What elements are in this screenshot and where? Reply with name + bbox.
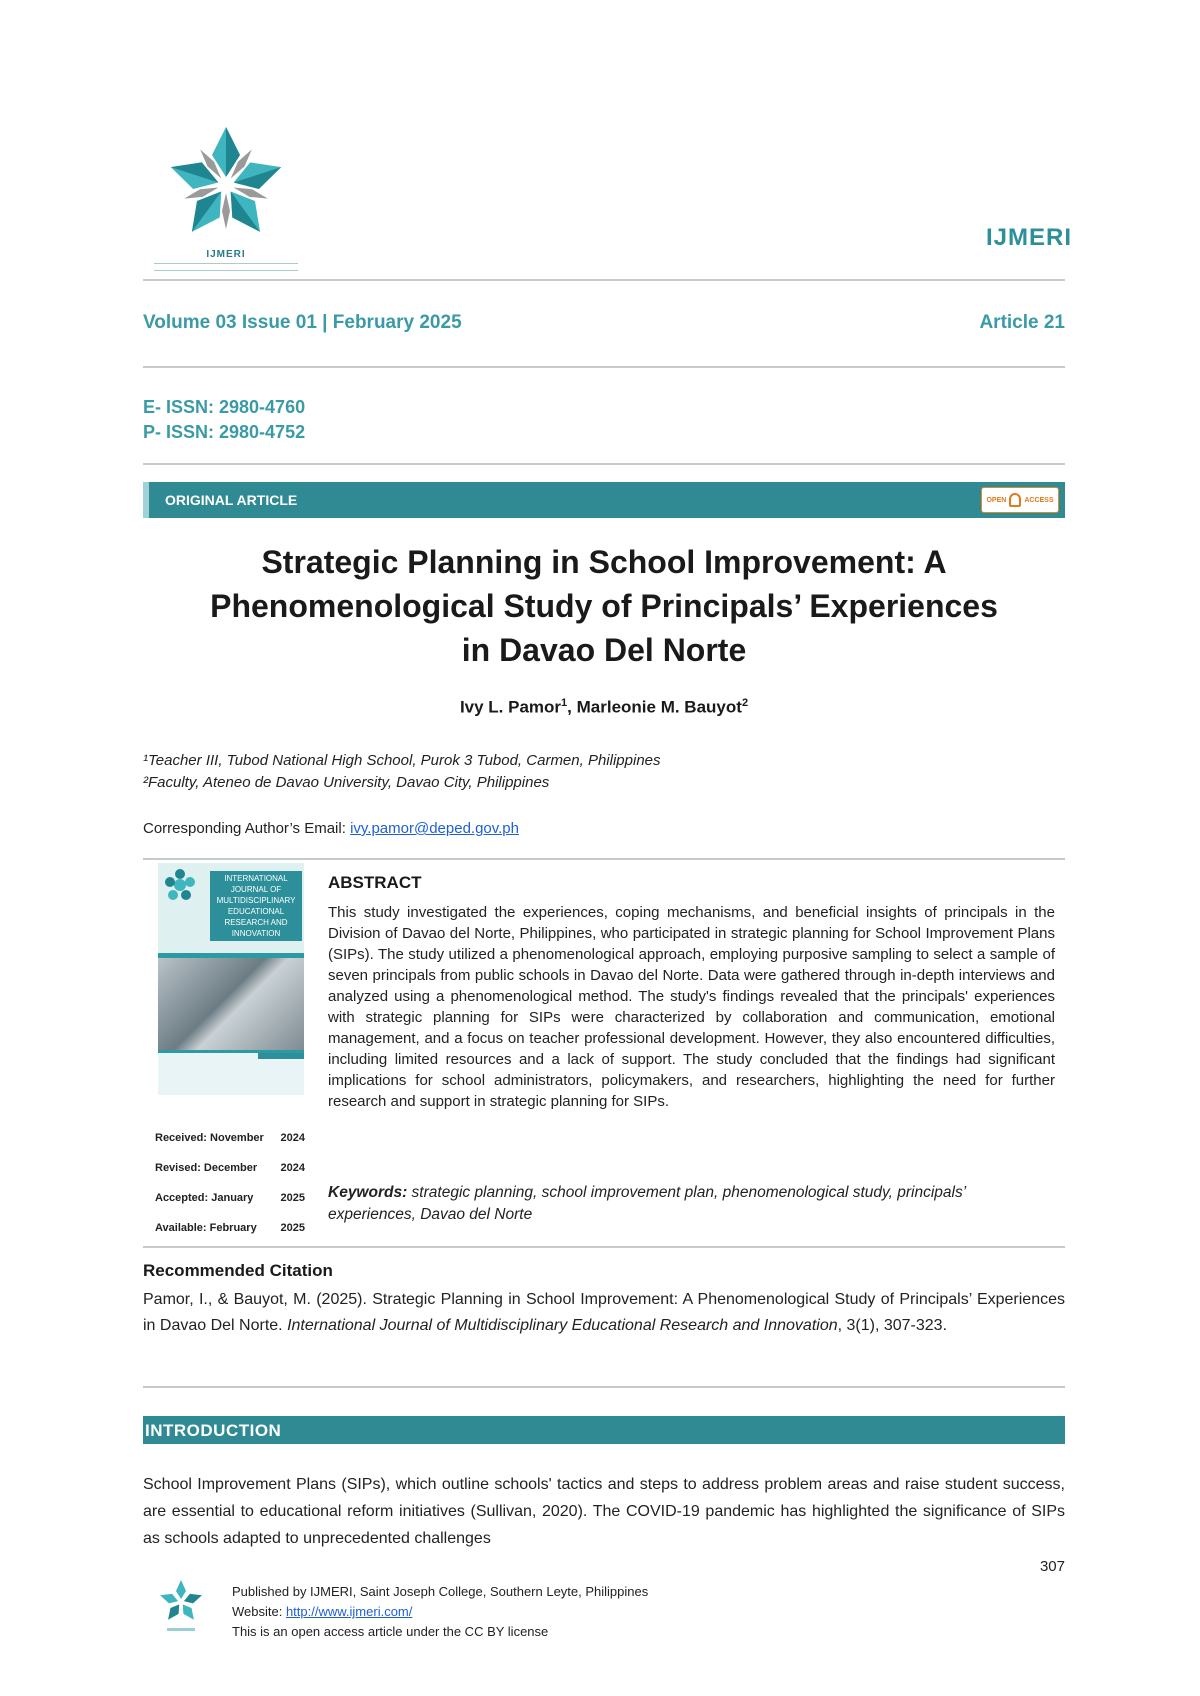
open-access-badge <box>981 487 1059 513</box>
affiliation-marker: 1 <box>561 697 568 709</box>
citation-journal: International Journal of Multidisciplinary Educational Research and Innovation <box>287 1317 838 1334</box>
author-name: Ivy L. Pamor <box>459 697 562 717</box>
cover-footer <box>158 1053 304 1095</box>
date-revised <box>155 1162 305 1174</box>
abstract-heading: ABSTRACT <box>328 873 422 892</box>
divider <box>143 366 1065 368</box>
article-type-banner <box>143 482 1065 518</box>
email-link[interactable]: ivy.pamor@deped.gov.ph <box>350 820 519 837</box>
date-year: 2025 <box>280 1192 305 1204</box>
article-number: Article 21 <box>979 312 1065 333</box>
date-year: 2025 <box>280 1222 305 1234</box>
author-list <box>143 697 1065 718</box>
logo-wordmark: IJMERI <box>206 249 246 260</box>
introduction-heading: INTRODUCTION <box>145 1421 282 1440</box>
divider <box>143 1246 1065 1248</box>
introduction-banner <box>143 1416 1065 1444</box>
date-year: 2024 <box>280 1162 305 1174</box>
cover-header <box>158 863 304 953</box>
date-label: Revised: December <box>155 1162 258 1174</box>
date-label: Available: February <box>155 1222 257 1234</box>
citation-plain: Pamor, I., & Bauyot, M. (2025). Strategic Planning in School Improvement: A Phenomenological Study of Principals’ Experiences in Davao Del Norte. <box>143 1291 1065 1334</box>
footer-publisher: Published by IJMERI, Saint Joseph College, Southern Leyte, Philippines <box>232 1584 649 1599</box>
keywords-list: strategic planning, school improvement plan, phenomenological study, principals’ experiences, Davao del Norte <box>328 1184 966 1223</box>
author-separator: , <box>567 697 577 717</box>
volume-issue: Volume 03 Issue 01 | February 2025 <box>143 312 462 333</box>
title-line: Strategic Planning in School Improvement: A <box>261 544 947 580</box>
p-issn: P- ISSN: 2980-4752 <box>143 422 306 442</box>
corresponding-email <box>143 820 519 837</box>
e-issn: E- ISSN: 2980-4760 <box>143 397 306 417</box>
email-label: Corresponding Author’s Email: <box>143 820 351 837</box>
journal-cover-image <box>158 863 304 1095</box>
cover-photo <box>158 958 304 1050</box>
footer-logo-icon <box>153 1576 209 1636</box>
page-number: 307 <box>1039 1558 1065 1575</box>
article-type-label: ORIGINAL ARTICLE <box>165 492 298 508</box>
journal-brand: IJMERI <box>985 224 1072 251</box>
keywords <box>328 1182 1055 1226</box>
cover-footer-bar <box>258 1053 304 1059</box>
cover-logo-icon <box>162 867 198 903</box>
author-name: Marleonie M. Bauyot <box>576 697 742 717</box>
divider <box>143 463 1065 465</box>
website-label: Website: <box>232 1604 286 1619</box>
cover-title: INTERNATIONAL JOURNAL OF MULTIDISCIPLINARY EDUCATIONAL RESEARCH AND INNOVATION <box>210 871 302 941</box>
citation-tail: , 3(1), 307-323. <box>837 1317 948 1334</box>
open-access-left: OPEN <box>986 496 1007 504</box>
divider <box>143 279 1065 281</box>
citation-text <box>143 1287 1065 1339</box>
date-available <box>155 1222 305 1234</box>
website-link[interactable]: http://www.ijmeri.com/ <box>285 1604 413 1619</box>
divider <box>143 858 1065 860</box>
open-access-right: ACCESS <box>1024 496 1054 504</box>
journal-logo <box>150 125 302 275</box>
date-accepted <box>155 1192 305 1204</box>
keywords-label: Keywords: <box>328 1184 408 1201</box>
date-label: Received: November <box>155 1132 264 1144</box>
date-label: Accepted: January <box>155 1192 254 1204</box>
paper-title <box>143 540 1065 672</box>
date-year: 2024 <box>280 1132 305 1144</box>
abstract-text: This study investigated the experiences, coping mechanisms, and beneficial insights of principals in the Division of Davao del Norte, Philippines, who participated in strategic planning for School Improvement Plans (SIPs). The study utilized a phenomenological approach, employing purposive sampling to select a sample of seven principals from public schools in Davao del Norte. Data were gathered through in-depth interviews and analyzed using a phenomenological method. The study's findings revealed that the principals' experiences with strategic planning for SIPs were characterized by collaboration and communication, emotional management, and a focus on teacher professional development. However, they also encountered difficulties, including limited resources and a lack of support. The study concluded that the findings had significant implications for school administrators, policymakers, and researchers, highlighting the need for further research and support in strategic planning for SIPs. <box>328 904 1055 1110</box>
title-line: in Davao Del Norte <box>461 632 747 668</box>
title-line: Phenomenological Study of Principals’ Experiences <box>210 588 998 624</box>
logo-subtitle-lines <box>154 263 298 271</box>
affiliation: ¹Teacher III, Tubod National High School, Purok 3 Tubod, Carmen, Philippines <box>143 752 661 769</box>
footer-website <box>232 1604 412 1619</box>
date-received <box>155 1132 305 1144</box>
citation-heading: Recommended Citation <box>143 1261 333 1280</box>
introduction-text: School Improvement Plans (SIPs), which outline schools' tactics and steps to address problem areas and raise student success, are essential to educational reform initiatives (Sullivan, 2020). The COVID-19 pandemic has highlighted the significance of SIPs as schools adapted to unprecedented challenges <box>143 1476 1065 1547</box>
affiliation: ²Faculty, Ateneo de Davao University, Davao City, Philippines <box>143 774 550 791</box>
divider <box>143 1386 1065 1388</box>
affiliation-marker: 2 <box>741 697 749 709</box>
open-lock-icon <box>1009 493 1021 507</box>
footer-license: This is an open access article under the CC BY license <box>232 1624 549 1639</box>
pinwheel-logo-icon <box>150 125 302 247</box>
